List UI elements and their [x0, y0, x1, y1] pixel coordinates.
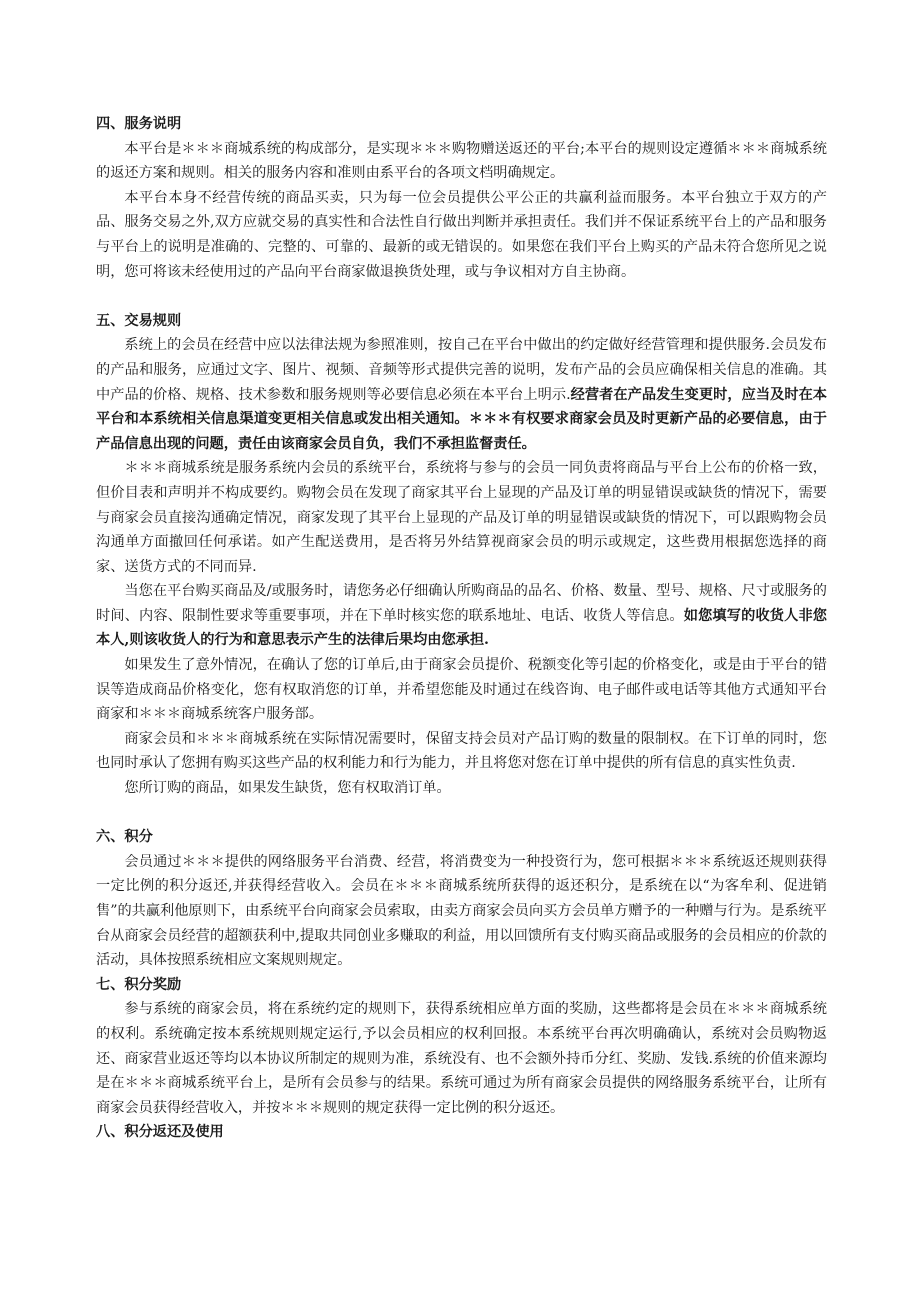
paragraph: ＊＊＊商城系统是服务系统内会员的系统平台，系统将与参与的会员一同负责将商品与平台上公布的价格一致，但价目表和声明并不构成要约。购物会员在发现了商家其平台上显现的产品及订单的明显错误或缺货的情况下，需要与商家会员直接沟通确定情况，商家发现了其平台上显现的产品及订单的明显错误或缺货的情况下，可以跟购物会员沟通单方面撤回任何承诺。如产生配送费用，是否将另外结算视商家会员的明示或规定，这些费用根据您选择的商家、送货方式的不同而异.	[96, 460, 827, 575]
paragraph: 参与系统的商家会员，将在系统约定的规则下，获得系统相应单方面的奖励，这些都将是会员在＊＊＊商城系统的权利。系统确定按本系统规则规定运行,予以会员相应的权利回报。本系统平台再次明确确认，系统对会员购物返还、商家营业返还等均以本协议所制定的规则为准，系统没有、也不会额外持币分红、奖励、发钱.系统的价值来源均是在＊＊＊商城系统平台上，是所有会员参与的结果。系统可通过为所有商家会员提供的网络服务系统平台，让所有商家会员获得经营收入，并按＊＊＊规则的规定获得一定比例的积分返还。	[96, 1001, 827, 1116]
paragraph: 本平台是＊＊＊商城系统的构成部分，是实现＊＊＊购物赠送返还的平台;本平台的规则设定遵循＊＊＊商城系统的返还方案和规则。相关的服务内容和准则由系平台的各项文档明确规定。	[96, 140, 827, 182]
section-heading-points-reward: 七、积分奖励	[96, 976, 182, 993]
paragraph-text: 当您在平台购买商品及/或服务时，请您务必仔细确认所购商品的品名、价格、数量、型号、规格、尺寸或服务的时间、内容、限制性要求等重要事项，并在下单时核实您的联系地址、电话、收货人等信息。	[96, 583, 827, 624]
bold-notice: 经营者在产品发生变更时，应当及时在本平台和本系统相关信息渠道变更相关信息或发出相关通知。＊＊＊有权要求商家会员及时更新产品的必要信息，由于产品信息出现的问题，责任由该商家会员自负，我们不承担监督责任。	[96, 386, 827, 452]
paragraph: 您所订购的商品，如果发生缺货，您有权取消订单。	[124, 780, 451, 797]
section-heading-trade-rules: 五、交易规则	[96, 312, 182, 329]
section-spacer	[96, 284, 827, 309]
paragraph: 商家会员和＊＊＊商城系统在实际情况需要时，保留支持会员对产品订购的数量的限制权。在下订单的同时，您也同时承认了您拥有购买这些产品的权利能力和行为能力，并且将您对您在订单中提供的所有信息的真实性负责.	[96, 730, 827, 772]
paragraph	[96, 333, 827, 456]
paragraph-text: 系统上的会员在经营中应以法律法规为参照准则，按自己在平台中做出的约定做好经营管理和提供服务.会员发布的产品和服务，应通过文字、图片、视频、音频等形式提供完善的说明，发布产品的会员应确保相关信息的准确。其中产品的价格、规格、技术参数和服务规则等必要信息必须在本平台上明示.	[96, 337, 827, 403]
paragraph: 如果发生了意外情况，在确认了您的订单后,由于商家会员提价、税额变化等引起的价格变化，或是由于平台的错误等造成商品价格变化，您有权取消您的订单，并希望您能及时通过在线咨询、电子邮件或电话等其他方式通知平台商家和＊＊＊商城系统客户服务部。	[96, 657, 827, 723]
paragraph: 本平台本身不经营传统的商品买卖，只为每一位会员提供公平公正的共赢利益而服务。本平台独立于双方的产品、服务交易之外,双方应就交易的真实性和合法性自行做出判断并承担责任。我们并不保证系统平台上的产品和服务与平台上的说明是准确的、完整的、可靠的、最新的或无错误的。如果您在我们平台上购买的产品未符合您所见之说明，您可将该未经使用过的产品向平台商家做退换货处理，或与争议相对方自主协商。	[96, 189, 827, 280]
section-heading-service: 四、服务说明	[96, 116, 182, 132]
document-page	[96, 112, 827, 1145]
section-heading-points-return: 八、积分返还及使用	[96, 1124, 224, 1141]
section-heading-points: 六、积分	[96, 829, 153, 846]
paragraph: 会员通过＊＊＊提供的网络服务平台消费、经营，将消费变为一种投资行为，您可根据＊＊＊系统返还规则获得一定比例的积分返还,并获得经营收入。会员在＊＊＊商城系统所获得的返还积分，是系统在以“为客牟利、促进销售”的共赢利他原则下，由系统平台向商家会员索取，由卖方商家会员向买方会员单方赠予的一种赠与行为。是系统平台从商家会员经营的超额获利中,提取共同创业多赚取的利益，用以回馈所有支付购买商品或服务的会员相应的价款的活动，具体按照系统相应文案规则规定。	[96, 853, 827, 969]
section-spacer	[96, 801, 827, 826]
paragraph	[96, 579, 827, 653]
bold-notice: 如您填写的收货人非您本人,则该收货人的行为和意思表示产生的法律后果均由您承担.	[96, 607, 827, 649]
